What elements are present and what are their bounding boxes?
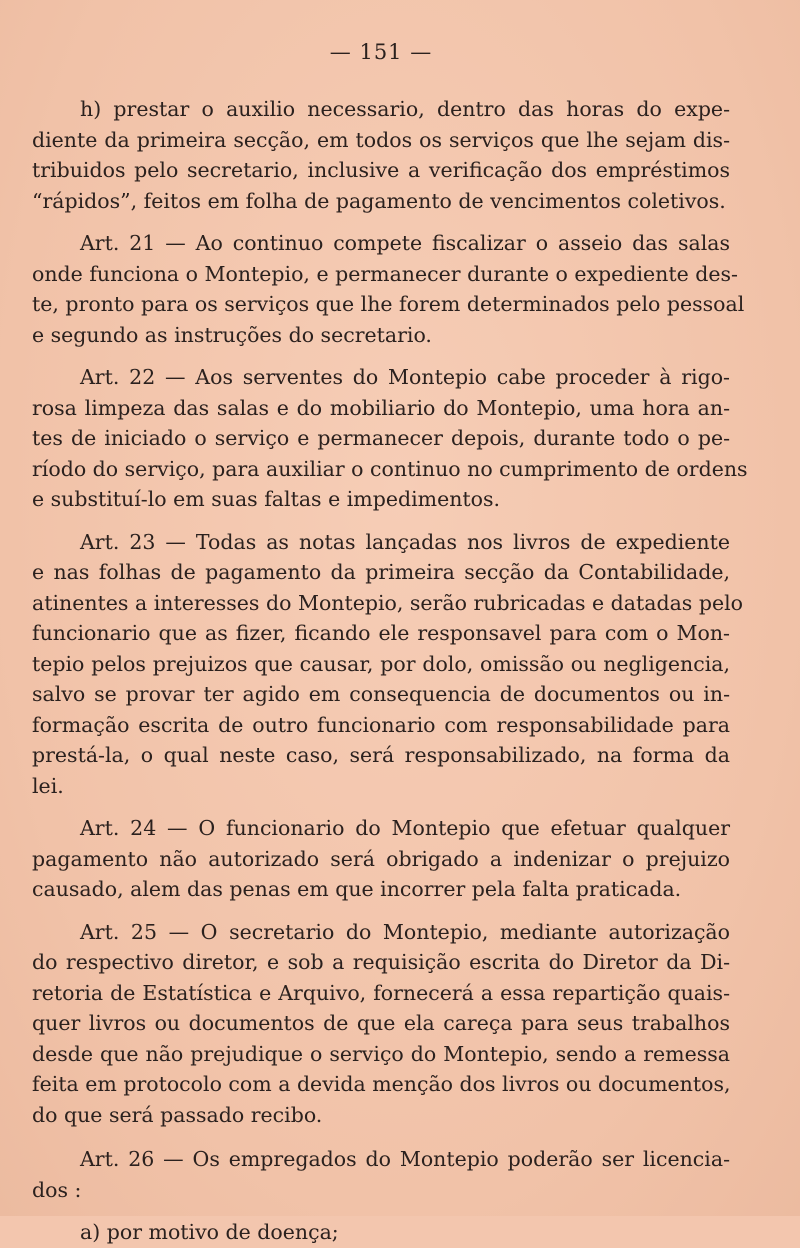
paragraph-art-22 [32,362,748,515]
text-line: dos : [32,1177,82,1202]
text-line: retoria de Estatística e Arquivo, fornecerá a essa repartição quais- [32,980,730,1005]
paragraph-art-26 [32,1144,730,1205]
text-line: onde funciona o Montepio, e permanecer durante o expediente des- [32,261,738,286]
text-line: Art. 23 — Todas as notas lançadas nos livros de expediente [80,529,730,554]
text-line: h) prestar o auxilio necessario, dentro das horas do expe- [80,97,730,121]
text-line: a) por motivo de doença; [80,1220,339,1244]
text-line: e nas folhas de pagamento da primeira secção da Contabilidade, [32,560,730,584]
text-line: e substituí-lo em suas faltas e impedimentos. [32,487,501,511]
text-line: do respectivo diretor, e sob a requisição escrita do Diretor da Di- [32,950,730,974]
text-line: quer livros ou documentos de que ela careça para seus trabalhos [32,1011,730,1035]
page-number: — 151 — [329,40,433,64]
text-line: Art. 25 — O secretario do Montepio, mediante autorização [80,919,730,944]
paragraph-item-a [32,1217,730,1248]
text-line: tes de iniciado o serviço e permanecer depois, durante todo o pe- [32,426,730,450]
text-line: causado, alem das penas em que incorrer pela falta praticada. [32,877,682,901]
text-line: lei. [32,773,64,798]
text-line: desde que não prejudique o serviço do Montepio, sendo a remessa [32,1041,730,1066]
text-line: funcionario que as fizer, ficando ele responsavel para com o Mon- [32,621,730,645]
paragraph-art-21 [32,228,745,350]
text-line: te, pronto para os serviços que lhe forem determinados pelo pessoal [32,292,745,316]
text-line: atinentes a interesses do Montepio, serão rubricadas e datadas pelo [32,590,743,615]
text-line: tribuidos pelo secretario, inclusive a verificação dos empréstimos [32,158,730,182]
text-line: “rápidos”, feitos em folha de pagamento de vencimentos coletivos. [32,188,726,213]
paragraph-art-23 [32,527,743,802]
text-line: Art. 22 — Aos serventes do Montepio cabe proceder à rigo- [80,365,730,389]
body-text [32,94,748,1248]
text-line: do que será passado recibo. [32,1102,323,1127]
text-line: tepio pelos prejuizos que causar, por dolo, omissão ou negligencia, [32,651,730,676]
text-line: e segundo as instruções do secretario. [32,322,432,347]
text-line: feita em protocolo com a devida menção dos livros ou documentos, [32,1072,731,1096]
text-line: rosa limpeza das salas e do mobiliario do Montepio, uma hora an- [32,395,730,420]
text-line: Art. 26 — Os empregados do Montepio poderão ser licencia- [80,1147,730,1171]
text-line: Art. 24 — O funcionario do Montepio que efetuar qualquer [80,816,730,840]
paragraph-art-25 [32,917,730,1131]
text-line: ríodo do serviço, para auxiliar o continuo no cumprimento de ordens [32,456,748,481]
text-line: Art. 21 — Ao continuo compete fiscalizar o asseio das salas [80,231,730,255]
text-line: salvo se provar ter agido em consequencia de documentos ou in- [32,682,730,706]
paragraph-art-24 [32,813,730,905]
text-line: prestá-la, o qual neste caso, será responsabilizado, na forma da [32,743,730,767]
text-line: pagamento não autorizado será obrigado a indenizar o prejuizo [32,846,730,871]
text-line: formação escrita de outro funcionario com responsabilidade para [32,712,730,737]
text-line: diente da primeira secção, em todos os serviços que lhe sejam dis- [32,127,730,152]
paragraph-item-h [32,94,730,216]
